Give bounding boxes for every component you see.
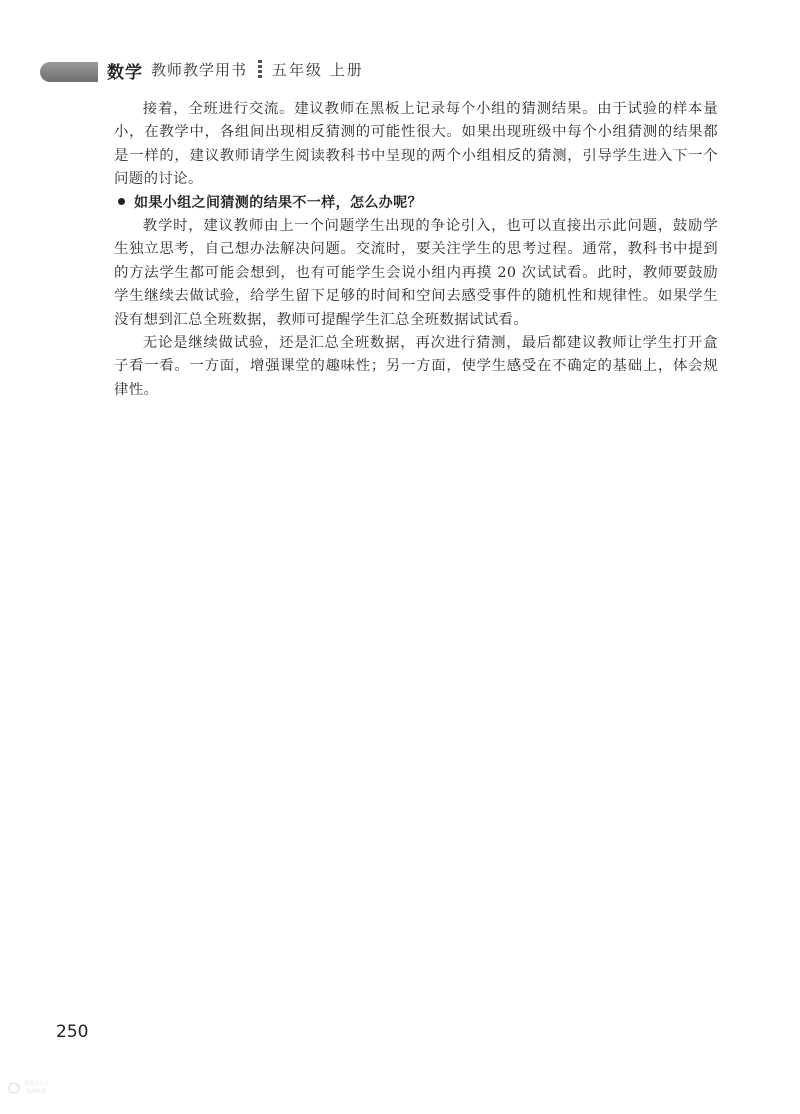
bullet-icon [118,198,125,205]
page-body [114,98,718,402]
paragraph: 教学时，建议教师由上一个问题学生出现的争论引入，也可以直接出示此问题，鼓励学生独立思考，自己想办法解决问题。交流时，要关注学生的思考过程。通常，教科书中提到的方法学生都可能会想到，也有可能学生会说小组内再摸 20 次试试看。此时，教师要鼓励学生继续去做试验，给学生留下足够的时间和空间去感受事件的随机性和规律性。如果学生没有想到汇总全班数据，教师可提醒学生汇总全班数据试试看。 [114,218,718,328]
watermark-text: 教育公共号 资源数据 [24,1081,50,1095]
header-separator [258,60,262,80]
header-subject: 数学 [107,63,143,83]
paragraph: 接着，全班进行交流。建议教师在黑板上记录每个小组的猜测结果。由于试验的样本量小，在教学中，各组间出现相反猜测的可能性很大。如果出现班级中每个小组猜测的结果都是一样的，建议教师请学生阅读教科书中呈现的两个小组相反的猜测，引导学生进入下一个问题的讨论。 [114,101,718,188]
header-book-title: 教师教学用书 [151,61,248,79]
page-header [0,52,800,88]
header-grade: 五年级 上册 [272,61,364,79]
section-heading-text: 如果小组之间猜测的结果不一样，怎么办呢？ [134,194,422,211]
section-heading [114,192,718,215]
page-number: 250 [56,1022,89,1042]
paragraph: 无论是继续做试验，还是汇总全班数据，再次进行猜测，最后都建议教师让学生打开盒子看一看。一方面，增强课堂的趣味性；另一方面，使学生感受在不确定的基础上，体会规律性。 [114,335,718,398]
header-decor-bar [40,62,98,82]
watermark-logo-icon [6,1072,70,1106]
